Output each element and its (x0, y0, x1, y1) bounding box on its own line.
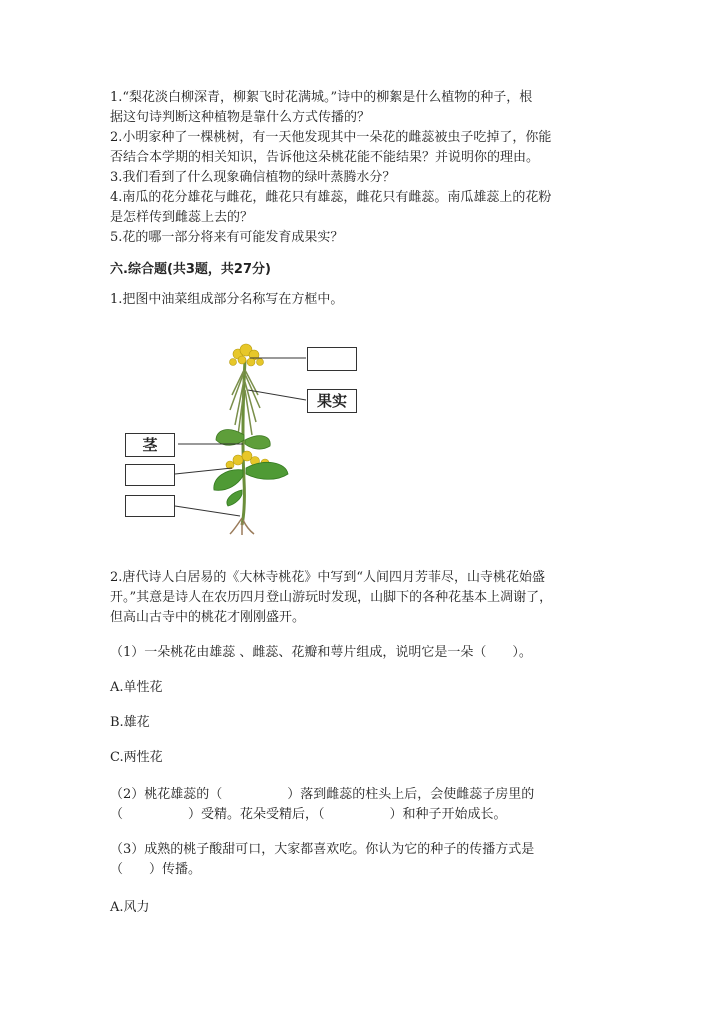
rapeseed-diagram (120, 340, 380, 535)
q2-intro-line-1: 2.唐代诗人白居易的《大林寺桃花》中写到“人间四月芳菲尽，山寺桃花始盛 (110, 570, 546, 585)
question-2-line-2: 否结合本学期的相关知识，告诉他这朵桃花能不能结果？并说明你的理由。 (110, 150, 540, 165)
q2-sub2-line-1: （2）桃花雄蕊的（ ）落到雌蕊的柱头上后，会使雌蕊子房里的 (110, 787, 535, 802)
q1-prompt: 1.把图中油菜组成部分名称写在方框中。 (110, 292, 344, 307)
question-5: 5.花的哪一部分将来有可能发育成果实？ (110, 230, 344, 245)
q2-sub3-line-1: （3）成熟的桃子酸甜可口，大家都喜欢吃。你认为它的种子的传播方式是 (110, 842, 535, 857)
label-box-root[interactable] (125, 495, 175, 517)
q2-sub2-line-2: （ ）受精。花朵受精后，（ ）和种子开始成长。 (110, 807, 507, 822)
question-4-line-2: 是怎样传到雌蕊上去的？ (110, 210, 254, 225)
section-title: 六.综合题(共3题，共27分) (110, 262, 271, 277)
label-box-flower[interactable] (307, 347, 357, 371)
question-1-line-1: 1.“梨花淡白柳深青，柳絮飞时花满城。”诗中的柳絮是什么植物的种子，根 (110, 90, 533, 105)
q2-intro-line-2: 开。”其意是诗人在农历四月登山游玩时发现，山脚下的各种花基本上凋谢了， (110, 590, 553, 605)
q2-intro-line-3: 但高山古寺中的桃花才刚刚盛开。 (110, 610, 306, 625)
label-box-fruit[interactable]: 果实 (307, 389, 357, 413)
question-4-line-1: 4.南瓜的花分雄花与雌花，雌花只有雄蕊，雌花只有雌蕊。南瓜雄蕊上的花粉 (110, 190, 552, 205)
q2-sub3-option-a[interactable]: A.风力 (110, 900, 150, 915)
label-box-leaf[interactable] (125, 464, 175, 486)
q2-sub1: （1）一朵桃花由雄蕊 、雌蕊、花瓣和萼片组成，说明它是一朵（ ）。 (110, 645, 532, 660)
question-2-line-1: 2.小明家种了一棵桃树，有一天他发现其中一朵花的雌蕊被虫子吃掉了，你能 (110, 130, 552, 145)
q2-option-c[interactable]: C.两性花 (110, 750, 163, 765)
label-box-stem[interactable]: 茎 (125, 433, 175, 457)
question-3: 3.我们看到了什么现象确信植物的绿叶蒸腾水分？ (110, 170, 396, 185)
q2-option-a[interactable]: A.单性花 (110, 680, 163, 695)
q2-sub3-line-2: （ ）传播。 (110, 862, 202, 877)
q2-option-b[interactable]: B.雄花 (110, 715, 150, 730)
question-1-line-2: 据这句诗判断这种植物是靠什么方式传播的？ (110, 110, 371, 125)
